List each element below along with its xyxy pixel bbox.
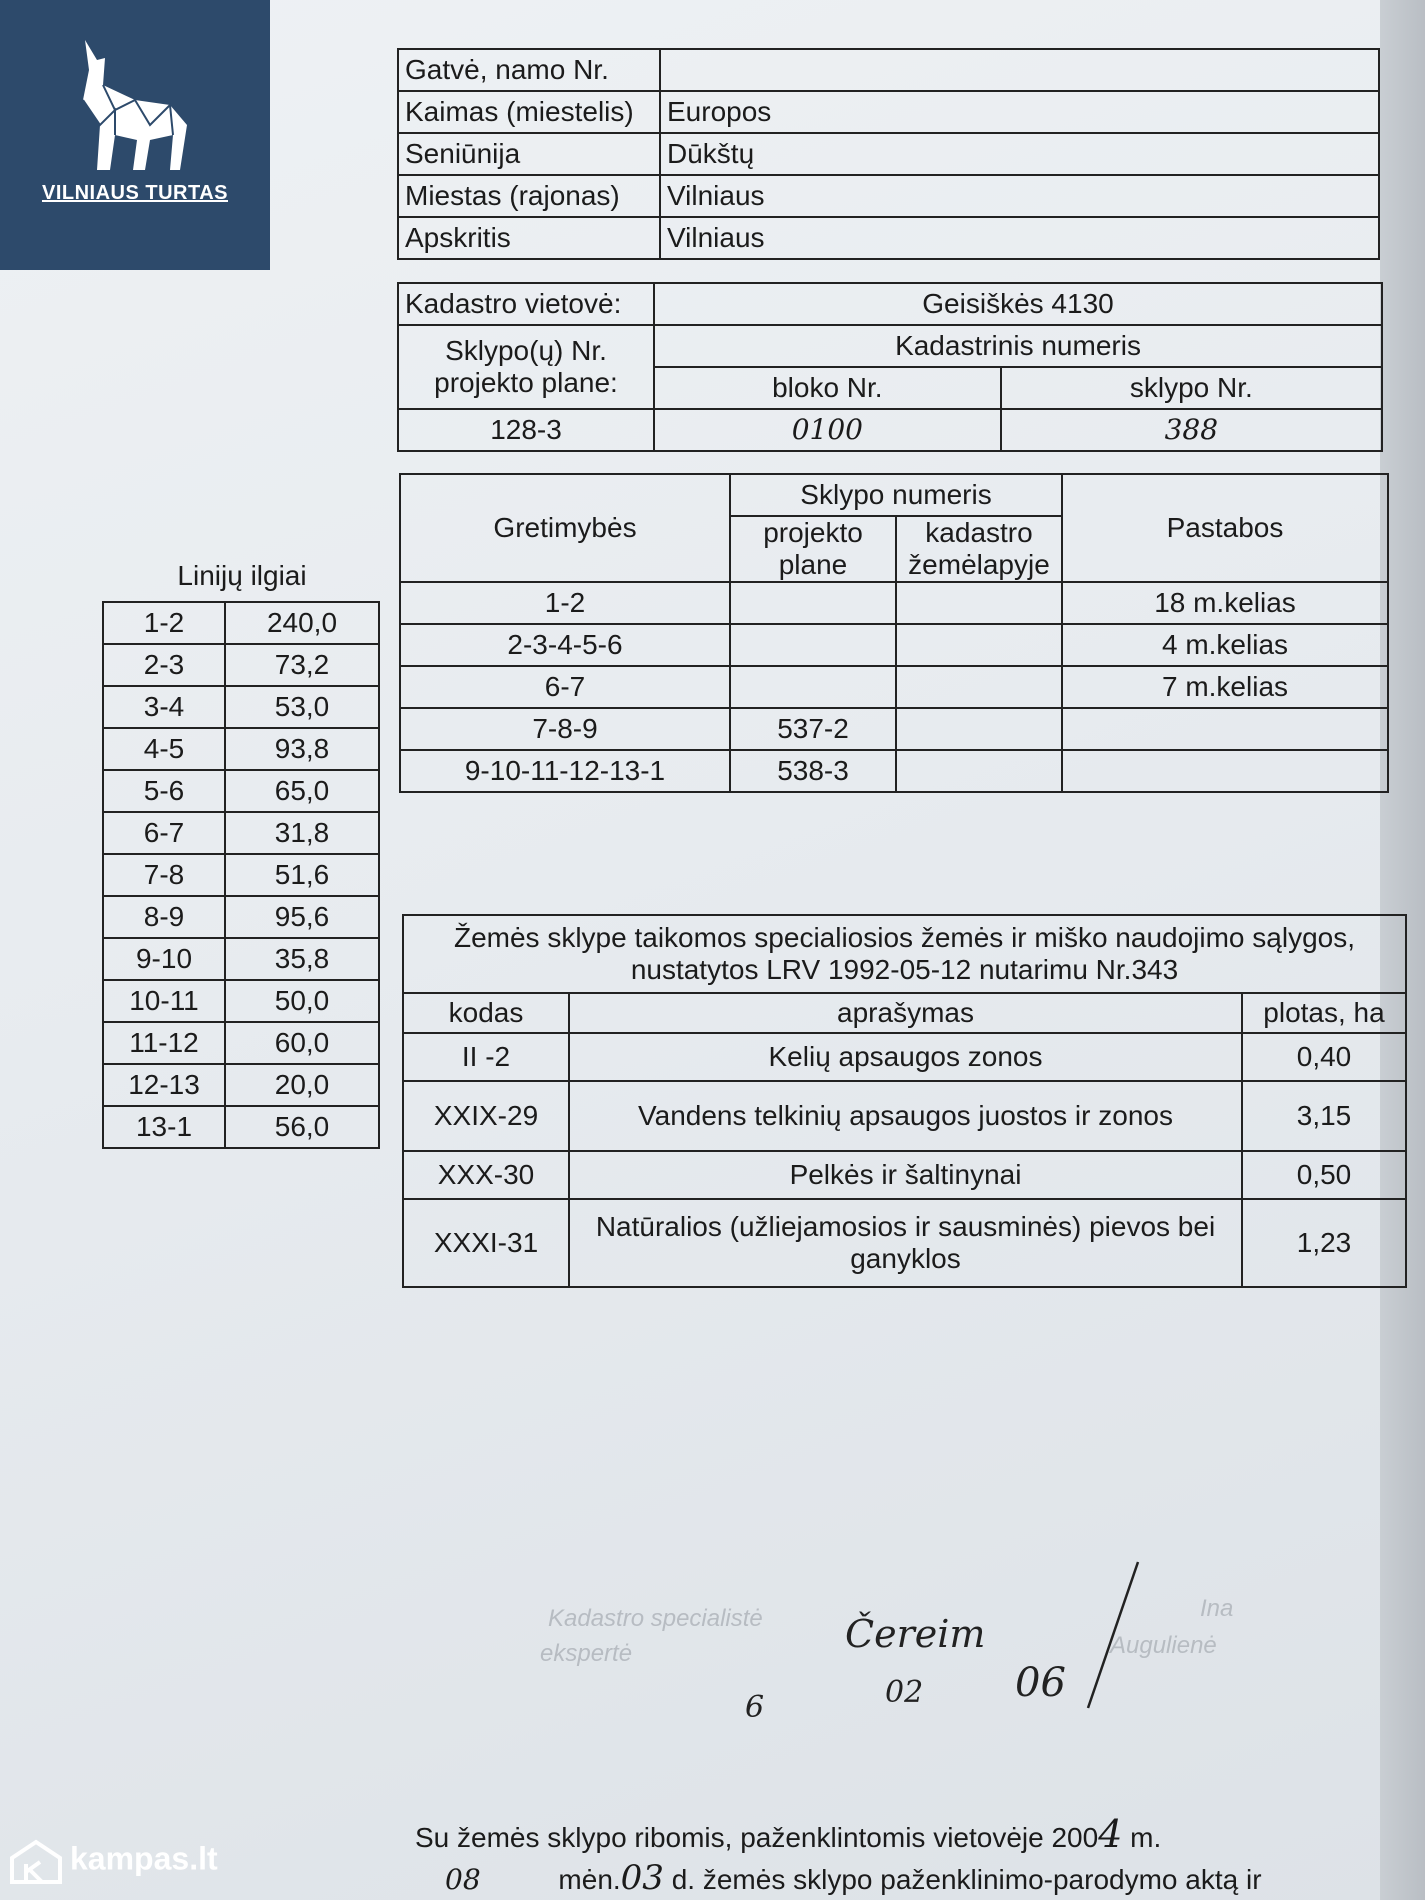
signature-stroke (1080, 1560, 1140, 1710)
neighbor-segment: 2-3-4-5-6 (400, 624, 730, 666)
stamp-line1: Kadastro specialistė (548, 1605, 763, 1632)
line-row (103, 770, 379, 812)
line-row (103, 686, 379, 728)
neighbors-table (399, 473, 1389, 793)
line-row (103, 938, 379, 980)
condition-description: Vandens telkinių apsaugos juostos ir zonos (569, 1081, 1242, 1151)
condition-code: II -2 (403, 1033, 569, 1081)
code-header: kodas (403, 993, 569, 1033)
line-segment: 4-5 (103, 728, 225, 770)
address-row (398, 49, 1379, 91)
line-row (103, 1106, 379, 1148)
line-row (103, 1022, 379, 1064)
neighbor-segment: 9-10-11-12-13-1 (400, 750, 730, 792)
condition-area: 0,50 (1242, 1151, 1406, 1199)
stamp-line2: ekspertė (540, 1640, 633, 1667)
bottom-line-1 (415, 1812, 1161, 1856)
neighbor-segment: 6-7 (400, 666, 730, 708)
cadastre-location-label: Kadastro vietovė: (398, 283, 654, 325)
line-length: 65,0 (225, 770, 379, 812)
condition-row (403, 1033, 1406, 1081)
address-label: Seniūnija (398, 133, 660, 175)
line-row (103, 896, 379, 938)
condition-code: XXX-30 (403, 1151, 569, 1199)
line-row (103, 644, 379, 686)
line-length: 240,0 (225, 602, 379, 644)
stamp-name1: Ina (1200, 1595, 1234, 1622)
line-segment: 8-9 (103, 896, 225, 938)
vilniaus-turtas-logo (0, 0, 270, 270)
stamp-name2: Augulienė (1110, 1632, 1217, 1659)
neighbor-note (1062, 708, 1388, 750)
bottom-day-value: 03 (620, 1858, 664, 1898)
neighbor-project-plot: 538-3 (730, 750, 896, 792)
line-segment: 9-10 (103, 938, 225, 980)
neighbor-segment: 7-8-9 (400, 708, 730, 750)
bottom-month-value: 08 (445, 1863, 481, 1896)
cadastre-map-header: kadastro žemėlapyje (896, 516, 1062, 582)
line-row (103, 602, 379, 644)
line-length: 93,8 (225, 728, 379, 770)
neighbor-note: 18 m.kelias (1062, 582, 1388, 624)
address-value: Dūkštų (660, 133, 1379, 175)
neighbor-row (400, 624, 1388, 666)
address-value: Vilniaus (660, 175, 1379, 217)
neighbor-row (400, 582, 1388, 624)
plot-project-value: 128-3 (398, 409, 654, 451)
neighbor-cadastre-plot (896, 582, 1062, 624)
address-label: Gatvė, namo Nr. (398, 49, 660, 91)
line-length: 53,0 (225, 686, 379, 728)
line-segment: 1-2 (103, 602, 225, 644)
wolf-icon (75, 40, 195, 180)
line-segment: 5-6 (103, 770, 225, 812)
logo-brand-text: VILNIAUS TURTAS (41, 182, 228, 204)
area-header: plotas, ha (1242, 993, 1406, 1033)
plot-header: sklypo Nr. (1001, 367, 1382, 409)
date-month: 02 (885, 1675, 924, 1710)
condition-description: Pelkės ir šaltinynai (569, 1151, 1242, 1199)
cadastral-number-header: Kadastrinis numeris (654, 325, 1382, 367)
line-row (103, 854, 379, 896)
condition-code: XXXI-31 (403, 1199, 569, 1287)
line-length: 73,2 (225, 644, 379, 686)
bottom-month-label: mėn. (558, 1864, 621, 1895)
line-segment: 10-11 (103, 980, 225, 1022)
line-row (103, 980, 379, 1022)
line-length: 51,6 (225, 854, 379, 896)
condition-row (403, 1199, 1406, 1287)
address-label: Apskritis (398, 217, 660, 259)
line-segment: 12-13 (103, 1064, 225, 1106)
special-conditions-table (402, 914, 1407, 1288)
neighbor-project-plot (730, 666, 896, 708)
line-segment: 11-12 (103, 1022, 225, 1064)
date-day: 6 (745, 1690, 765, 1725)
notes-header: Pastabos (1062, 474, 1388, 582)
line-length: 56,0 (225, 1106, 379, 1148)
condition-code: XXIX-29 (403, 1081, 569, 1151)
address-value (660, 49, 1379, 91)
conditions-title: Žemės sklype taikomos specialiosios žemės ir miško naudojimo sąlygos, nustatytos LRV 1992-05-12 nutarimu Nr.343 (403, 915, 1406, 993)
line-segment: 2-3 (103, 644, 225, 686)
address-row (398, 175, 1379, 217)
signature: Čereim (845, 1612, 986, 1656)
condition-area: 0,40 (1242, 1033, 1406, 1081)
neighbor-row (400, 750, 1388, 792)
condition-area: 1,23 (1242, 1199, 1406, 1287)
bottom-line-1-text: Su žemės sklypo ribomis, paženklintomis vietovėje 200 (415, 1822, 1099, 1853)
line-length: 20,0 (225, 1064, 379, 1106)
line-length: 31,8 (225, 812, 379, 854)
line-row (103, 812, 379, 854)
address-table (397, 48, 1380, 260)
neighbor-project-plot (730, 582, 896, 624)
date-year: 06 (1015, 1660, 1066, 1706)
line-row (103, 728, 379, 770)
bottom-line-2 (445, 1858, 1262, 1898)
neighbor-note: 4 m.kelias (1062, 624, 1388, 666)
line-segment: 3-4 (103, 686, 225, 728)
line-length: 35,8 (225, 938, 379, 980)
line-length: 95,6 (225, 896, 379, 938)
line-segment: 7-8 (103, 854, 225, 896)
line-segment: 6-7 (103, 812, 225, 854)
cadastre-location-value: Geisiškės 4130 (654, 283, 1382, 325)
plot-number-value: 388 (1001, 409, 1382, 451)
bottom-line-1-suffix: m. (1122, 1822, 1162, 1853)
address-label: Miestas (rajonas) (398, 175, 660, 217)
neighbor-row (400, 666, 1388, 708)
plot-project-label: Sklypo(ų) Nr. projekto plane: (398, 325, 654, 409)
watermark-text: kampas.lt (70, 1840, 218, 1877)
neighbor-segment: 1-2 (400, 582, 730, 624)
bottom-year-digit: 4 (1098, 1812, 1123, 1856)
address-value: Vilniaus (660, 217, 1379, 259)
address-row (398, 217, 1379, 259)
line-length: 50,0 (225, 980, 379, 1022)
neighbor-project-plot (730, 624, 896, 666)
description-header: aprašymas (569, 993, 1242, 1033)
address-row (398, 133, 1379, 175)
project-plan-header: projekto plane (730, 516, 896, 582)
plot-number-header: Sklypo numeris (730, 474, 1062, 516)
bottom-line-2-text: d. žemės sklypo paženklinimo-parodymo aktą ir (663, 1864, 1262, 1895)
neighbor-cadastre-plot (896, 666, 1062, 708)
condition-area: 3,15 (1242, 1081, 1406, 1151)
line-row (103, 1064, 379, 1106)
house-icon (8, 1838, 64, 1884)
neighbor-cadastre-plot (896, 708, 1062, 750)
neighbor-row (400, 708, 1388, 750)
kampas-watermark (8, 1838, 218, 1884)
neighbors-header: Gretimybės (400, 474, 730, 582)
neighbor-note (1062, 750, 1388, 792)
neighbor-note: 7 m.kelias (1062, 666, 1388, 708)
condition-row (403, 1151, 1406, 1199)
block-header: bloko Nr. (654, 367, 1001, 409)
neighbor-cadastre-plot (896, 624, 1062, 666)
address-label: Kaimas (miestelis) (398, 91, 660, 133)
cadastre-table (397, 282, 1383, 452)
neighbor-project-plot: 537-2 (730, 708, 896, 750)
block-number-value: 0100 (654, 409, 1001, 451)
address-row (398, 91, 1379, 133)
condition-row (403, 1081, 1406, 1151)
line-segment: 13-1 (103, 1106, 225, 1148)
line-length: 60,0 (225, 1022, 379, 1064)
neighbor-cadastre-plot (896, 750, 1062, 792)
condition-description: Kelių apsaugos zonos (569, 1033, 1242, 1081)
condition-description: Natūralios (užliejamosios ir sausminės) pievos bei ganyklos (569, 1199, 1242, 1287)
address-value: Europos (660, 91, 1379, 133)
line-lengths-title: Linijų ilgiai (177, 560, 307, 591)
line-lengths-table (102, 601, 380, 1149)
